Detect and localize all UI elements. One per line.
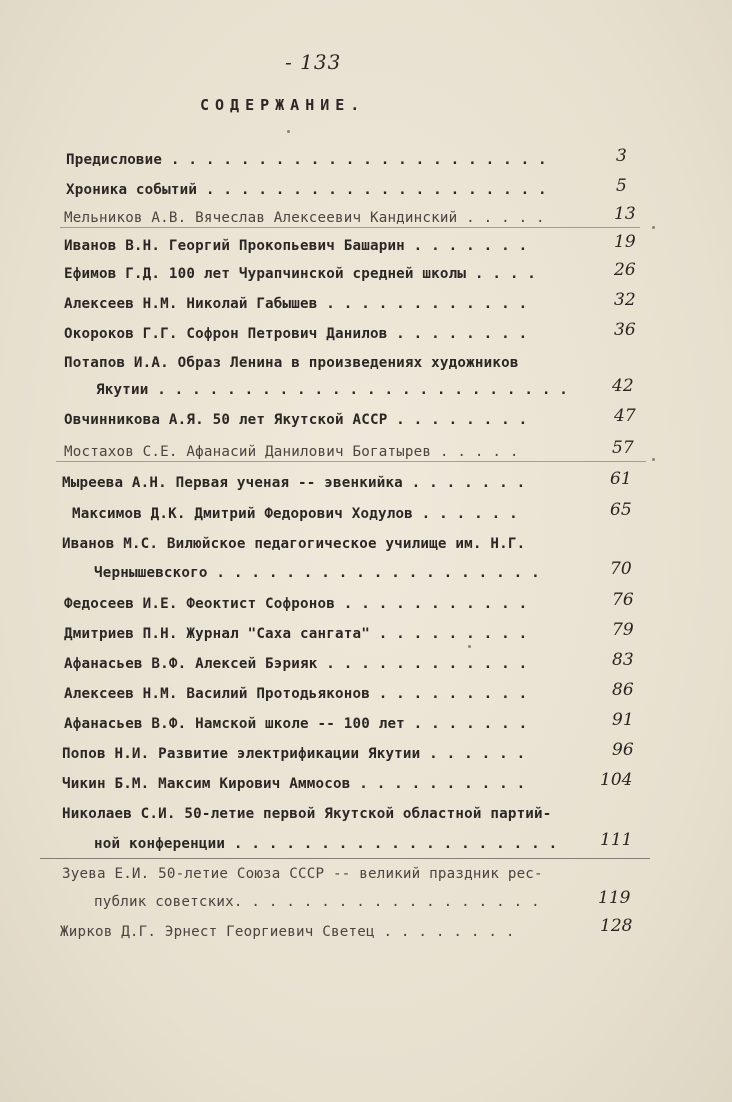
page-number: - 133 [285, 50, 342, 74]
page-title: СОДЕРЖАНИЕ. [200, 96, 366, 114]
toc-entry-page: 79 [612, 620, 634, 640]
ink-speck [652, 458, 655, 461]
toc-entry-page: 13 [614, 204, 636, 224]
toc-entry-page: 104 [600, 770, 633, 790]
toc-entry-text: Зуева Е.И. 50-летие Союза СССР -- великий праздник рес- [62, 866, 543, 882]
toc-entry-text: Предисловие . . . . . . . . . . . . . . . . . . . . . . [66, 152, 547, 168]
toc-entry-text: публик советских. . . . . . . . . . . . . . . . . . [94, 894, 540, 910]
toc-entry-text: Алексеев Н.М. Василий Протодьяконов . . . . . . . . . [64, 686, 528, 702]
toc-entry-page: 19 [614, 232, 636, 252]
toc-entry-text: Алексеев Н.М. Николай Габышев . . . . . . . . . . . . [64, 296, 528, 312]
toc-entry-text: Афанасьев В.Ф. Алексей Бэрияк . . . . . . . . . . . . [64, 656, 528, 672]
toc-entry-text: Иванов В.Н. Георгий Прокопьевич Башарин . . . . . . . [64, 238, 528, 254]
toc-entry-text: Максимов Д.К. Дмитрий Федорович Ходулов . . . . . . [72, 506, 518, 522]
toc-entry-text: Якутии . . . . . . . . . . . . . . . . . . . . . . . . [96, 382, 569, 398]
toc-entry-text: Потапов И.А. Образ Ленина в произведениях художников [64, 355, 519, 371]
toc-entry-page: 5 [616, 176, 627, 196]
toc-entry-text: Попов Н.И. Развитие электрификации Якутии . . . . . . [62, 746, 526, 762]
toc-entry-page: 42 [612, 376, 634, 396]
toc-entry-text: Мостахов С.Е. Афанасий Данилович Богатырев . . . . . [64, 444, 519, 460]
toc-entry-text: Жирков Д.Г. Эрнест Георгиевич Светец . . . . . . . . [60, 924, 515, 940]
toc-entry-text: Овчинникова А.Я. 50 лет Якутской АССР . . . . . . . . [64, 412, 528, 428]
toc-entry-text: Окороков Г.Г. Софрон Петрович Данилов . . . . . . . . [64, 326, 528, 342]
toc-entry-text: Хроника событий . . . . . . . . . . . . . . . . . . . . [66, 182, 547, 198]
separator-line [40, 858, 650, 859]
toc-entry-page: 76 [612, 590, 634, 610]
toc-entry-page: 3 [616, 146, 627, 166]
toc-entry-page: 128 [600, 916, 633, 936]
toc-entry-page: 83 [612, 650, 634, 670]
ink-speck [652, 226, 655, 229]
toc-entry-text: Иванов М.С. Вилюйское педагогическое училище им. Н.Г. [62, 536, 526, 552]
toc-entry-text: Афанасьев В.Ф. Намской школе -- 100 лет . . . . . . . [64, 716, 528, 732]
toc-entry-page: 65 [610, 500, 632, 520]
toc-entry-page: 61 [610, 469, 632, 489]
ink-speck [468, 645, 471, 648]
toc-entry-text: Чикин Б.М. Максим Кирович Аммосов . . . . . . . . . . [62, 776, 526, 792]
toc-entry-page: 86 [612, 680, 634, 700]
toc-entry-page: 111 [600, 830, 633, 850]
toc-entry-page: 96 [612, 740, 634, 760]
toc-entry-text: Федосеев И.Е. Феоктист Софронов . . . . . . . . . . . [64, 596, 528, 612]
underline-mark [56, 461, 646, 462]
toc-entry-page: 36 [614, 320, 636, 340]
toc-entry-text: Ефимов Г.Д. 100 лет Чурапчинской средней школы . . . . [64, 266, 537, 282]
ink-speck [287, 130, 290, 133]
toc-entry-text: ной конференции . . . . . . . . . . . . . . . . . . . [94, 836, 558, 852]
toc-entry-page: 32 [614, 290, 636, 310]
toc-entry-text: Чернышевского . . . . . . . . . . . . . . . . . . . [94, 565, 540, 581]
toc-entry-text: Дмитриев П.Н. Журнал "Саха сангата" . . . . . . . . . [64, 626, 528, 642]
toc-entry-page: 70 [610, 559, 632, 579]
toc-entry-text: Мыреева А.Н. Первая ученая -- эвенкийка . . . . . . . [62, 475, 526, 491]
toc-entry-page: 91 [612, 710, 634, 730]
toc-entry-text: Николаев С.И. 50-летие первой Якутской областной партий- [62, 806, 552, 822]
toc-entry-page: 47 [614, 406, 636, 426]
underline-mark [60, 227, 640, 228]
toc-entry-page: 57 [612, 438, 634, 458]
toc-entry-page: 26 [614, 260, 636, 280]
toc-entry-page: 119 [598, 888, 631, 908]
toc-entry-text: Мельников А.В. Вячеслав Алексеевич Кандинский . . . . . [64, 210, 545, 226]
